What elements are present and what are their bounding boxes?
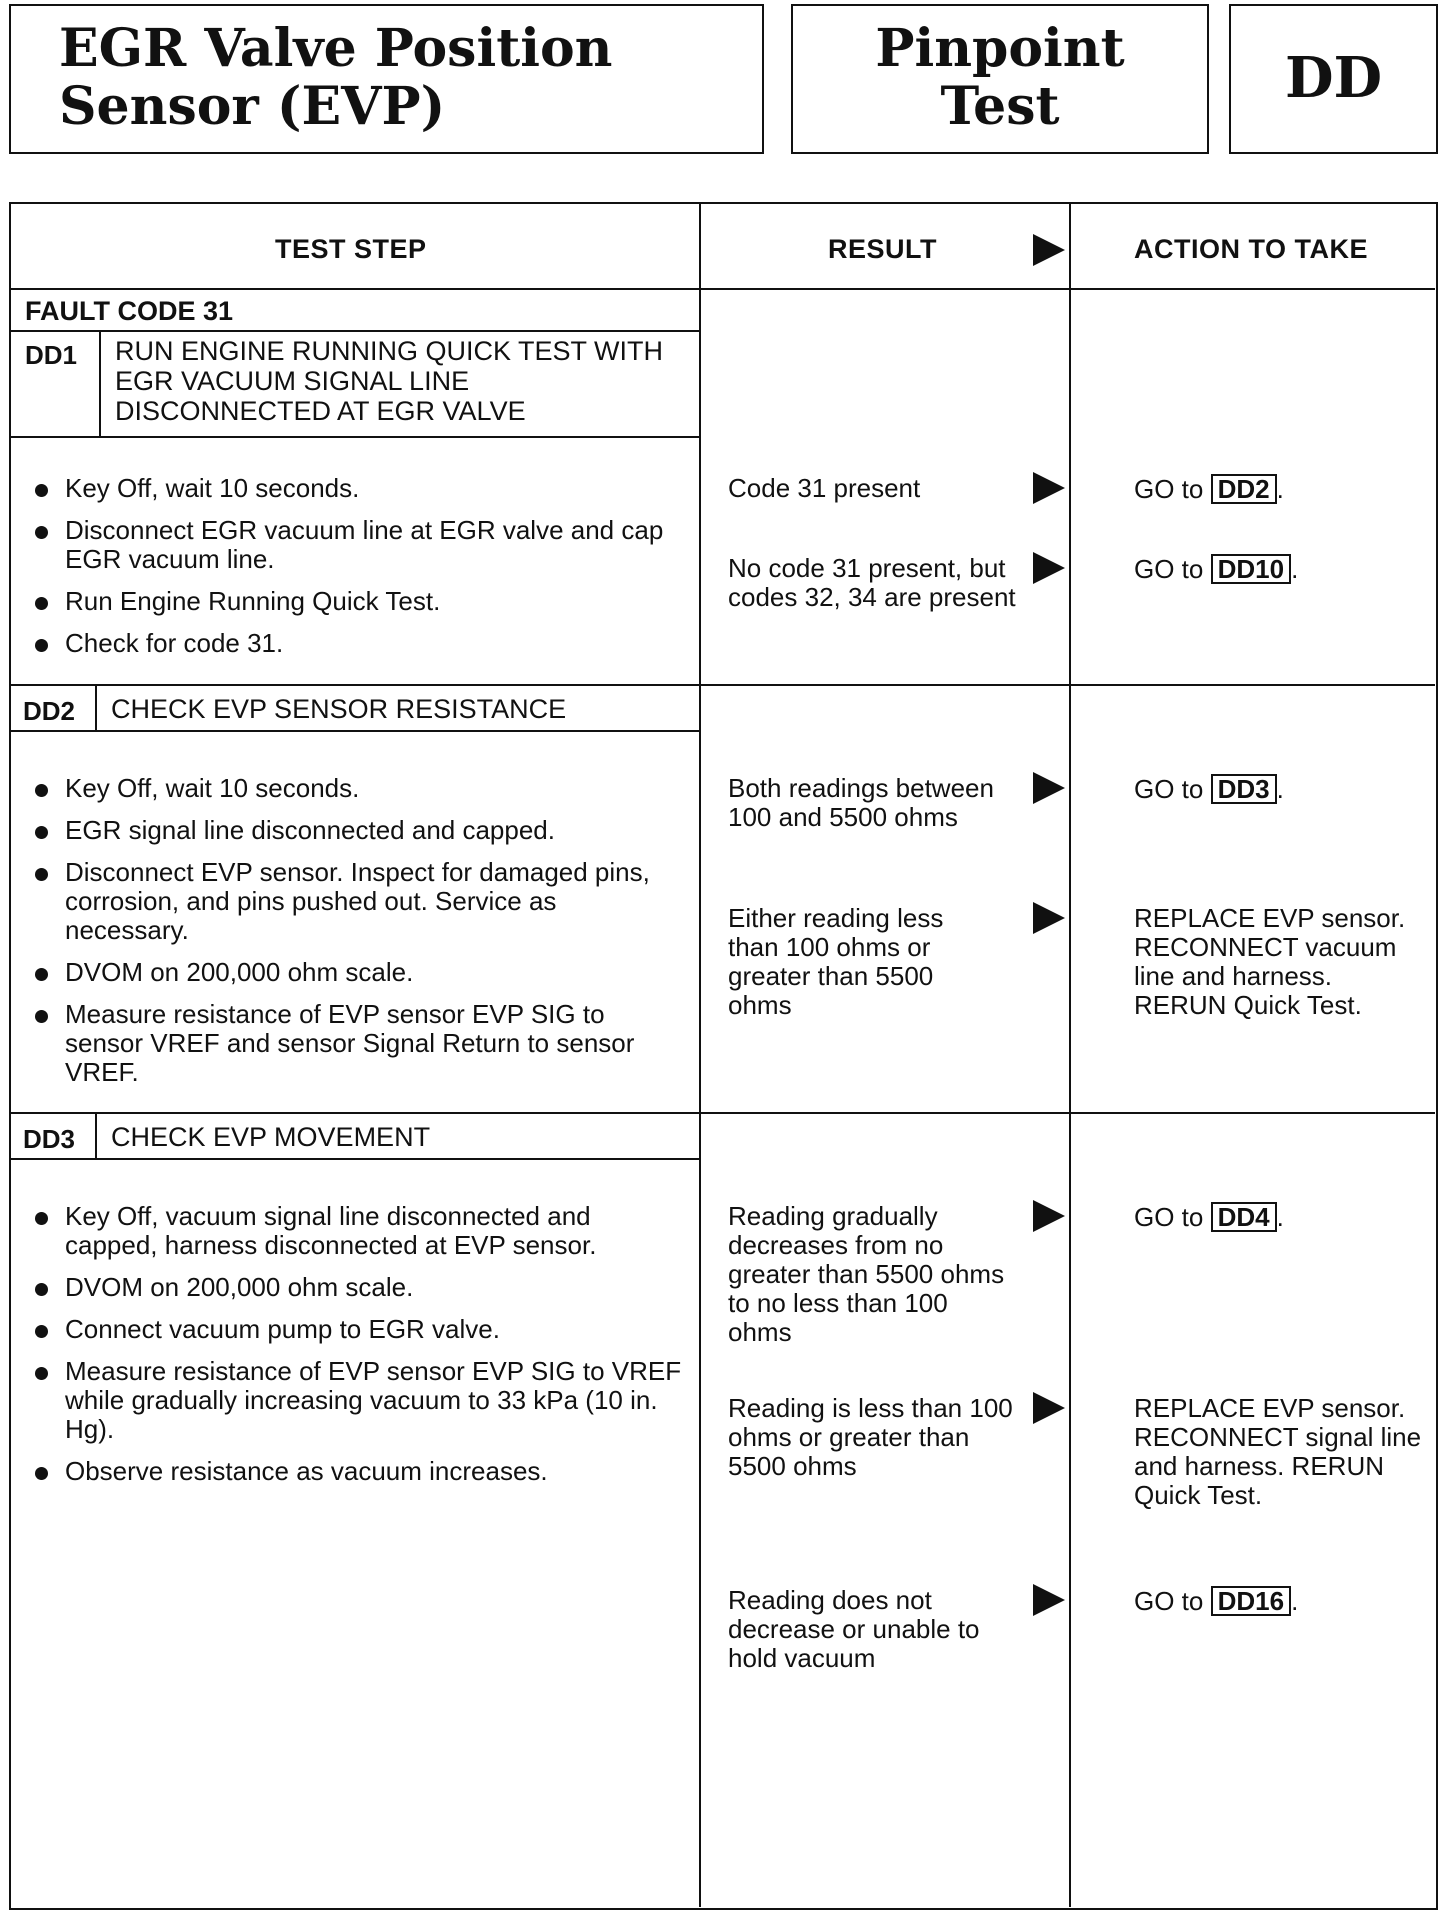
result-text: Either reading less than 100 ohms or greater than 5500 ohms: [728, 903, 944, 1020]
action-prefix: GO to: [1134, 774, 1204, 804]
outcome-arrow-icon: [1033, 902, 1065, 934]
step-id-dd3: DD3: [23, 1124, 76, 1154]
title-line-2: Sensor (EVP): [59, 76, 446, 137]
outcome-arrow-icon: [1033, 472, 1065, 504]
action-prefix: GO to: [1134, 1202, 1204, 1232]
step-title-dd1: RUN ENGINE RUNNING QUICK TEST WITH EGR VACUUM SIGNAL LINE DISCONNECTED AT EGR VALVE: [115, 336, 664, 426]
step-reference: DD16: [1211, 1586, 1291, 1616]
column-divider-result: [699, 204, 701, 1907]
list-item: Key Off, vacuum signal line disconnected and capped, harness disconnected at EVP sensor.: [33, 1202, 683, 1260]
row-divider: [11, 1112, 1435, 1114]
action-suffix: .: [1276, 1202, 1284, 1232]
action-text: [1134, 474, 1434, 504]
step-bullets-dd2: [33, 774, 683, 1100]
action-text: [1134, 554, 1434, 584]
pinpoint-table: [9, 202, 1438, 1910]
step-id-divider-dd1: [99, 330, 101, 436]
action-suffix: .: [1276, 774, 1284, 804]
list-item: Measure resistance of EVP sensor EVP SIG to VREF while gradually increasing vacuum to 33 kPa (10 in. Hg).: [33, 1357, 683, 1444]
step-bullets-dd3: [33, 1202, 683, 1499]
step-title-divider-dd1: [11, 436, 699, 438]
action-text: [1134, 774, 1434, 804]
action-text: [1134, 1586, 1434, 1616]
action-suffix: .: [1276, 474, 1284, 504]
list-item: EGR signal line disconnected and capped.: [33, 816, 683, 845]
column-header-action: ACTION TO TAKE: [1134, 234, 1368, 264]
list-item: DVOM on 200,000 ohm scale.: [33, 958, 683, 987]
list-item: Disconnect EVP sensor. Inspect for damaged pins, corrosion, and pins pushed out. Service as necessary.: [33, 858, 683, 945]
fault-divider: [11, 330, 699, 332]
title-line-1: EGR Valve Position: [59, 18, 613, 79]
test-line-1: Pinpoint: [875, 18, 1125, 79]
result-text: Both readings between 100 and 5500 ohms: [728, 773, 994, 832]
test-code: DD: [1284, 45, 1383, 111]
step-id-divider-dd2: [95, 684, 97, 730]
step-title-divider-dd2: [11, 730, 699, 732]
column-divider-action: [1069, 204, 1071, 1907]
step-title-dd2: CHECK EVP SENSOR RESISTANCE: [111, 694, 567, 724]
action-prefix: GO to: [1134, 1586, 1204, 1616]
step-reference: DD4: [1211, 1202, 1277, 1232]
step-title-dd3: CHECK EVP MOVEMENT: [111, 1122, 431, 1152]
step-reference: DD3: [1211, 774, 1277, 804]
action-prefix: GO to: [1134, 554, 1204, 584]
step-reference: DD10: [1211, 554, 1291, 584]
outcome-arrow-icon: [1033, 772, 1065, 804]
result-text: Reading does not decrease or unable to hold vacuum: [728, 1585, 980, 1673]
row-divider: [11, 684, 1435, 686]
procedure-title: [9, 4, 764, 154]
list-item: Check for code 31.: [33, 629, 683, 658]
action-text: REPLACE EVP sensor. RECONNECT signal line and harness. RERUN Quick Test.: [1134, 1393, 1422, 1510]
test-type-box: [791, 4, 1209, 154]
result-text: Reading is less than 100 ohms or greater than 5500 ohms: [728, 1393, 1013, 1481]
result-text: Code 31 present: [728, 473, 921, 503]
list-item: Observe resistance as vacuum increases.: [33, 1457, 683, 1486]
column-header-test-step: TEST STEP: [275, 234, 427, 264]
action-text: [1134, 1202, 1434, 1232]
header-divider: [11, 288, 1435, 290]
step-id-dd2: DD2: [23, 696, 76, 726]
step-reference: DD2: [1211, 474, 1277, 504]
test-code-box: [1229, 4, 1438, 154]
result-text: Reading gradually decreases from no greater than 5500 ohms to no less than 100 ohms: [728, 1201, 1005, 1347]
result-text: No code 31 present, but codes 32, 34 are present: [728, 553, 1016, 612]
list-item: Connect vacuum pump to EGR valve.: [33, 1315, 683, 1344]
step-id-divider-dd3: [95, 1112, 97, 1158]
step-bullets-dd1: [33, 474, 683, 671]
list-item: Disconnect EGR vacuum line at EGR valve and cap EGR vacuum line.: [33, 516, 683, 574]
action-suffix: .: [1291, 1586, 1299, 1616]
outcome-arrow-icon: [1033, 552, 1065, 584]
action-prefix: GO to: [1134, 474, 1204, 504]
action-text: REPLACE EVP sensor. RECONNECT vacuum line and harness. RERUN Quick Test.: [1134, 903, 1406, 1020]
outcome-arrow-icon: [1033, 1392, 1065, 1424]
step-title-divider-dd3: [11, 1158, 699, 1160]
list-item: Measure resistance of EVP sensor EVP SIG to sensor VREF and sensor Signal Return to sensor VREF.: [33, 1000, 683, 1087]
outcome-arrow-icon: [1033, 1584, 1065, 1616]
result-arrow-icon: [1033, 234, 1065, 266]
test-line-2: Test: [940, 76, 1060, 137]
list-item: Run Engine Running Quick Test.: [33, 587, 683, 616]
list-item: DVOM on 200,000 ohm scale.: [33, 1273, 683, 1302]
list-item: Key Off, wait 10 seconds.: [33, 774, 683, 803]
step-id-dd1: DD1: [25, 340, 78, 370]
fault-code-label: FAULT CODE 31: [25, 296, 234, 326]
outcome-arrow-icon: [1033, 1200, 1065, 1232]
list-item: Key Off, wait 10 seconds.: [33, 474, 683, 503]
column-header-result: RESULT: [828, 234, 937, 264]
action-suffix: .: [1291, 554, 1299, 584]
